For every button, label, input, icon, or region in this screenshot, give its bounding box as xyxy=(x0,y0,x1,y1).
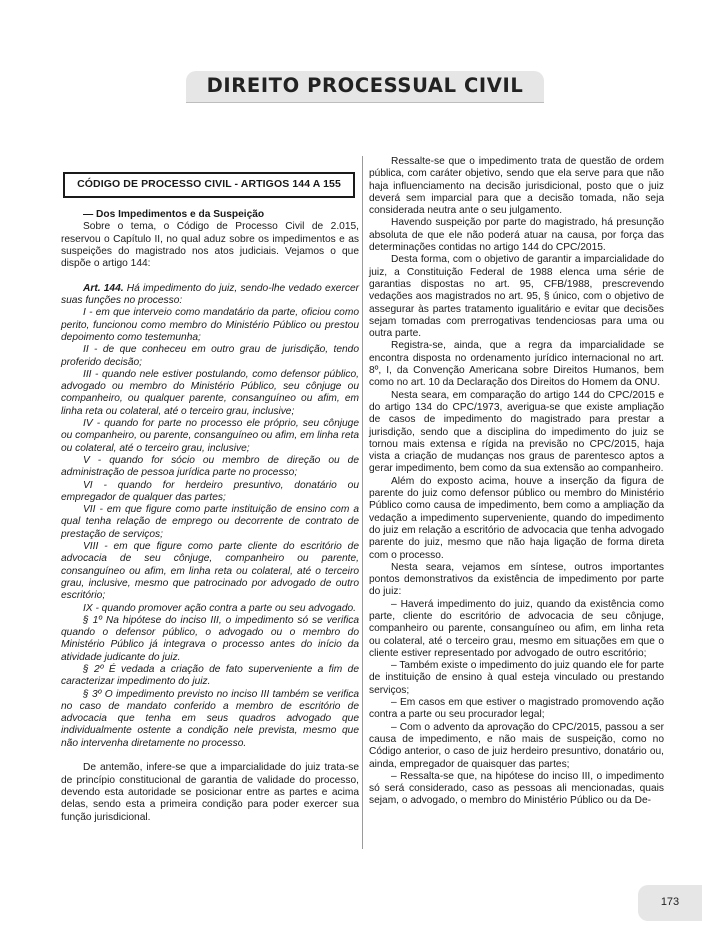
column-divider xyxy=(362,156,363,849)
body-paragraph: – Também existe o impedimento do juiz quando ele for parte de instituição de ensino à qual esteja vinculado ou prestando serviços; xyxy=(369,660,664,696)
body-paragraph: – Haverá impedimento do juiz, quando da existência como parte, cliente do escritório de advocacia de seu cônjuge, companheiro ou parente, consanguíneo ou afim, em linha reta ou colateral, até o terceiro grau, mesmo em situações em que o cliente estiver representado por advogado de outro escritório; xyxy=(369,598,664,659)
article-item: VIII - em que figure como parte cliente do escritório de advocacia de seu cônjuge, companheiro ou parente, consanguíneo ou afim, em linha reta ou colateral, até o terceiro grau, inclusive, mesmo que patrocinado por advogado de outro escritório; xyxy=(61,541,359,602)
body-paragraph: Nesta seara, vejamos em síntese, outros importantes pontos demonstrativos da existência de impedimento por parte do juiz: xyxy=(369,561,664,598)
intro-paragraph: Sobre o tema, o Código de Processo Civil de 2.015, reservou o Capítulo II, no qual aduz sobre os impedimentos e as suspeições do magistrado nos atos judiciais. Vejamos o que dispõe o artigo 144: xyxy=(61,221,359,270)
body-paragraph: Registra-se, ainda, que a regra da imparcialidade se encontra disposta no ordenamento jurídico internacional no art. 8º, I, da Convenção Americana sobre Direitos Humanos, bem como no art. 10 da Declaração dos Direitos do Homem da ONU. xyxy=(369,340,664,389)
article-item: § 3º O impedimento previsto no inciso III também se verifica no caso de mandato conferido a membro de escritório de advocacia que tenha em seus quadros advogado que individualmente ostente a condição nele prevista, mesmo que não intervenha diretamente no processo. xyxy=(61,688,359,749)
body-paragraph: – Ressalta-se que, na hipótese do inciso III, o impedimento só será considerado, caso as pessoas ali mencionadas, quais sejam, o advogado, o membro do Ministério Público ou da De- xyxy=(369,770,664,807)
article-item: II - de que conheceu em outro grau de jurisdição, tendo proferido decisão; xyxy=(61,344,359,368)
body-paragraph: Desta forma, com o objetivo de garantir a imparcialidade do juiz, a Constituição Federal de 1988 elenca uma série de garantias dispostas no art. 95, CFB/1988, prescrevendo vedações aos magistrados no art. 95, § único, com o objetivo de assegurar às partes tratamento igualitário e evitar que decisões sejam tomadas com prerrogativas tendenciosas para uma ou outra parte. xyxy=(369,254,664,340)
page-title: DIREITO PROCESSUAL CIVIL xyxy=(206,74,524,97)
body-paragraph: Ressalte-se que o impedimento trata de questão de ordem pública, com caráter objetivo, sendo que ela serve para que não haja influenciamento na decisão jurisdicional, posto que o juiz deverá sem imparcial para que a decisão tomada, não seja considerada neutra ante o seu julgamento. xyxy=(369,156,664,217)
article-item: § 2º É vedada a criação de fato superveniente a fim de caracterizar impedimento do juiz. xyxy=(61,663,359,688)
article-item: IX - quando promover ação contra a parte ou seu advogado. xyxy=(83,602,356,614)
article-item: I - em que interveio como mandatário da parte, oficiou como perito, funcionou como membro do Ministério Público ou prestou depoimento como testemunha; xyxy=(61,307,359,343)
closing-paragraph: De antemão, infere-se que a imparcialidade do juiz trata-se de princípio constitucional de garantia de validade do processo, devendo esta autoridade se posicionar entre as partes e acima delas, sendo esta a primeira condição para poder exercer sua função jurisdicional. xyxy=(61,762,359,823)
body-paragraph: – Em casos em que estiver o magistrado promovendo ação contra a parte ou seu procurador legal; xyxy=(369,697,664,721)
right-column xyxy=(369,156,664,808)
article-item: VI - quando for herdeiro presuntivo, donatário ou empregador de qualquer das partes; xyxy=(61,479,359,503)
page-number: 173 xyxy=(660,896,680,908)
article-item: § 1º Na hipótese do inciso III, o impedimento só se verifica quando o defensor público, o advogado ou o membro do Ministério Público já integrava o processo antes do início da atividade judicante do juiz. xyxy=(61,614,359,663)
article-item: IV - quando for parte no processo ele próprio, seu cônjuge ou companheiro, ou parente, consanguíneo ou afim, em linha reta ou colateral, até o terceiro grau, inclusive; xyxy=(61,418,359,454)
body-paragraph: – Com o advento da aprovação do CPC/2015, passou a ser causa de impedimento, e não mais de suspeição, como no Código anterior, o caso de juiz herdeiro presuntivo, donatário ou, ainda, empregador de quaisquer das partes; xyxy=(369,721,664,770)
article-item: III - quando nele estiver postulando, como defensor público, advogado ou membro do Ministério Público, seu cônjuge ou companheiro, ou qualquer parente, consanguíneo ou afim, em linha reta ou colateral, até o terceiro grau, inclusive; xyxy=(61,368,359,417)
section-box-title: CÓDIGO DE PROCESSO CIVIL - ARTIGOS 144 A 155 xyxy=(77,178,341,190)
section-heading: — Dos Impedimentos e da Suspeição xyxy=(83,209,265,220)
body-paragraph: Além do exposto acima, houve a inserção da figura de parente do juiz como defensor público ou membro do Ministério Público como causa de impedimento, bem como a ampliação da vedação a impedimento superveniente, quando do impedimento do juiz em relação a escritório de advocacia que tenha advogado parente do juiz, mesmo que não haja ligação de forma direta com o processo. xyxy=(369,475,664,561)
article-label: Art. 144. xyxy=(83,282,124,294)
article-caput xyxy=(61,283,359,308)
article-caput-text: Há impedimento do juiz, sendo-lhe vedado exercer suas funções no processo: xyxy=(61,282,360,307)
left-column xyxy=(61,209,359,824)
body-paragraph: Havendo suspeição por parte do magistrado, há presunção absoluta de que ele não poderá atuar na causa, por força das determinações contidas no artigo 144 do CPC/2015. xyxy=(369,217,664,254)
header-divider xyxy=(186,102,544,103)
body-paragraph: Nesta seara, em comparação do artigo 144 do CPC/2015 e do artigo 134 do CPC/1973, averigua-se que existe ampliação de casos de impedimento do magistrado para prestar a jurisdição, sendo que a disciplina do impedimento do juiz se tornou mais extensa e rígida na previsão no CPC/2015, haja vista a criação de mudanças nos graus de parentesco aptos a gerar impedimento, bem como da sua extensão ao companheiro. xyxy=(369,389,664,475)
article-item: VII - em que figure como parte instituição de ensino com a qual tenha relação de emprego ou decorrente de contrato de prestação de serviços; xyxy=(61,504,359,540)
article-item: V - quando for sócio ou membro de direção ou de administração de pessoa jurídica parte no processo; xyxy=(61,454,359,479)
